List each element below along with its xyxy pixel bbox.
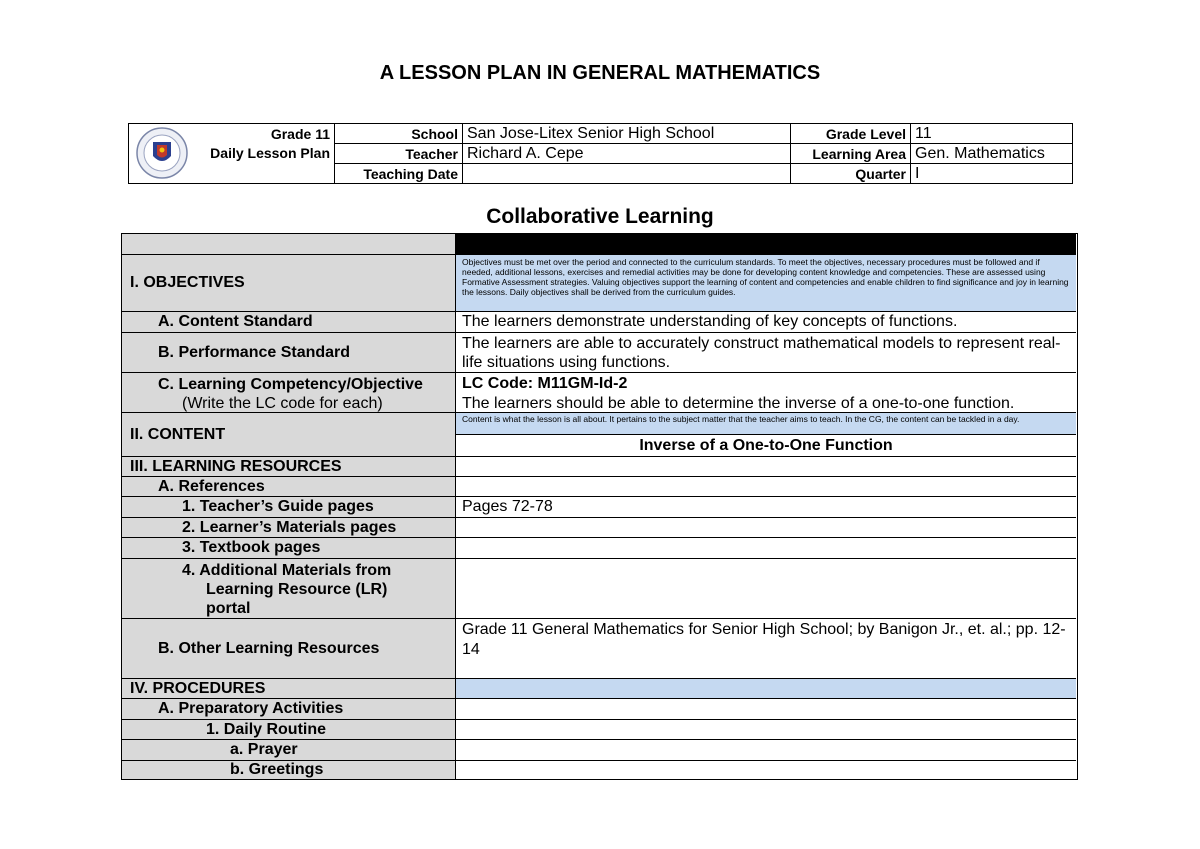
header-blank-cell <box>122 234 456 254</box>
content-standard-value: The learners demonstrate understanding of key concepts of functions. <box>462 313 958 330</box>
objectives-label: I. OBJECTIVES <box>122 255 456 311</box>
performance-standard-value: The learners are able to accurately construct mathematical models to represent real-life situations using functions. <box>462 334 1061 371</box>
section-subtitle: Collaborative Learning <box>486 205 714 228</box>
references-label: A. References <box>122 477 456 496</box>
learners-materials-value <box>456 518 1076 537</box>
teachers-guide-value: Pages 72-78 <box>462 498 553 515</box>
table-header-row <box>122 234 1076 255</box>
procedures-value <box>456 679 1076 698</box>
preparatory-label: A. Preparatory Activities <box>122 699 456 719</box>
quarter-label: Quarter <box>791 164 911 183</box>
textbook-value <box>456 538 1076 558</box>
objectives-row <box>122 255 1076 312</box>
content-value-cell <box>456 413 1076 456</box>
school-value: San Jose-Litex Senior High School <box>463 124 791 144</box>
learning-area-value: Gen. Mathematics <box>911 144 1072 164</box>
additional-materials-value <box>456 559 1076 618</box>
prayer-row <box>122 740 1076 761</box>
procedures-row <box>122 679 1076 699</box>
teaching-date-value <box>463 164 791 183</box>
other-resources-label: B. Other Learning Resources <box>122 619 456 678</box>
learning-resources-row <box>122 457 1076 477</box>
competency-value: The learners should be able to determine the inverse of a one-to-one function. <box>462 395 1015 412</box>
greetings-row <box>122 761 1076 779</box>
procedures-label: IV. PROCEDURES <box>122 679 456 698</box>
references-value <box>456 477 1076 496</box>
textbook-row <box>122 538 1076 559</box>
performance-standard-label: B. Performance Standard <box>122 333 456 372</box>
prayer-label: a. Prayer <box>122 740 456 760</box>
competency-label-cell <box>122 373 456 412</box>
greetings-label: b. Greetings <box>122 761 456 779</box>
deped-logo-cell <box>129 124 335 183</box>
grade-level-value: 11 <box>911 124 1072 144</box>
teachers-guide-label: 1. Teacher’s Guide pages <box>122 497 456 517</box>
lc-code: LC Code: M11GM-Id-2 <box>462 375 628 392</box>
additional-materials-row <box>122 559 1076 619</box>
preparatory-value <box>456 699 1076 719</box>
additional-materials-label-cell <box>122 559 456 618</box>
quarter-value: I <box>915 164 920 182</box>
learning-resources-label: III. LEARNING RESOURCES <box>122 457 456 476</box>
content-value: Inverse of a One-to-One Function <box>639 437 893 454</box>
other-resources-value: Grade 11 General Mathematics for Senior High School; by Banigon Jr., et. al.; pp. 12-14 <box>462 621 1066 658</box>
preparatory-row <box>122 699 1076 720</box>
deped-seal-icon <box>135 126 189 180</box>
content-label: II. CONTENT <box>122 413 456 456</box>
teaching-date-label: Teaching Date <box>335 164 463 183</box>
learning-area-label: Learning Area <box>791 144 911 164</box>
competency-value-cell <box>456 373 1076 412</box>
objectives-note: Objectives must be met over the period and connected to the curriculum standards. To meet the objectives, necessary procedures must be followed and if needed, additional lessons, exercises and remedial activities may be done for developing content knowledge and competencies. These are assessed using Formative Assessment strategies. Valuing objectives support the learning of content and competencies and enable children to find significance and joy in learning the lessons. Daily objectives shall be derived from the curriculum guides. <box>456 255 1076 311</box>
grade-level-label: Grade Level <box>791 124 911 144</box>
additional-materials-label-2: Learning Resource (LR) <box>206 581 388 598</box>
content-note: Content is what the lesson is all about. It pertains to the subject matter that the teacher aims to teach. In the CG, the content can be tackled in a day. <box>456 413 1076 435</box>
document-title: A LESSON PLAN IN GENERAL MATHEMATICS <box>379 62 821 84</box>
competency-label-sub: (Write the LC code for each) <box>182 395 383 412</box>
prayer-value <box>456 740 1076 760</box>
competency-row <box>122 373 1076 413</box>
learning-resources-value <box>456 457 1076 476</box>
additional-materials-label-3: portal <box>206 600 251 617</box>
additional-materials-label-1: 4. Additional Materials from <box>182 562 392 579</box>
daily-routine-label: 1. Daily Routine <box>122 720 456 739</box>
daily-routine-value <box>456 720 1076 739</box>
textbook-label: 3. Textbook pages <box>122 538 456 558</box>
other-resources-row <box>122 619 1076 679</box>
teacher-label: Teacher <box>335 144 463 164</box>
daily-routine-row <box>122 720 1076 740</box>
learners-materials-row <box>122 518 1076 538</box>
grade-label: Grade 11 <box>270 126 330 142</box>
learners-materials-label: 2. Learner’s Materials pages <box>122 518 456 537</box>
teacher-value: Richard A. Cepe <box>463 144 791 164</box>
content-row <box>122 413 1076 457</box>
header-table <box>128 123 1073 184</box>
performance-standard-row <box>122 333 1076 373</box>
references-row <box>122 477 1076 497</box>
greetings-value <box>456 761 1076 779</box>
lesson-plan-table <box>121 233 1078 780</box>
header-black-cell <box>456 234 1076 254</box>
content-standard-row <box>122 312 1076 333</box>
teachers-guide-row <box>122 497 1076 518</box>
content-standard-label: A. Content Standard <box>122 312 456 332</box>
school-label: School <box>335 124 463 144</box>
competency-label: C. Learning Competency/Objective <box>158 376 423 393</box>
daily-lesson-plan-label: Daily Lesson Plan <box>210 145 330 161</box>
